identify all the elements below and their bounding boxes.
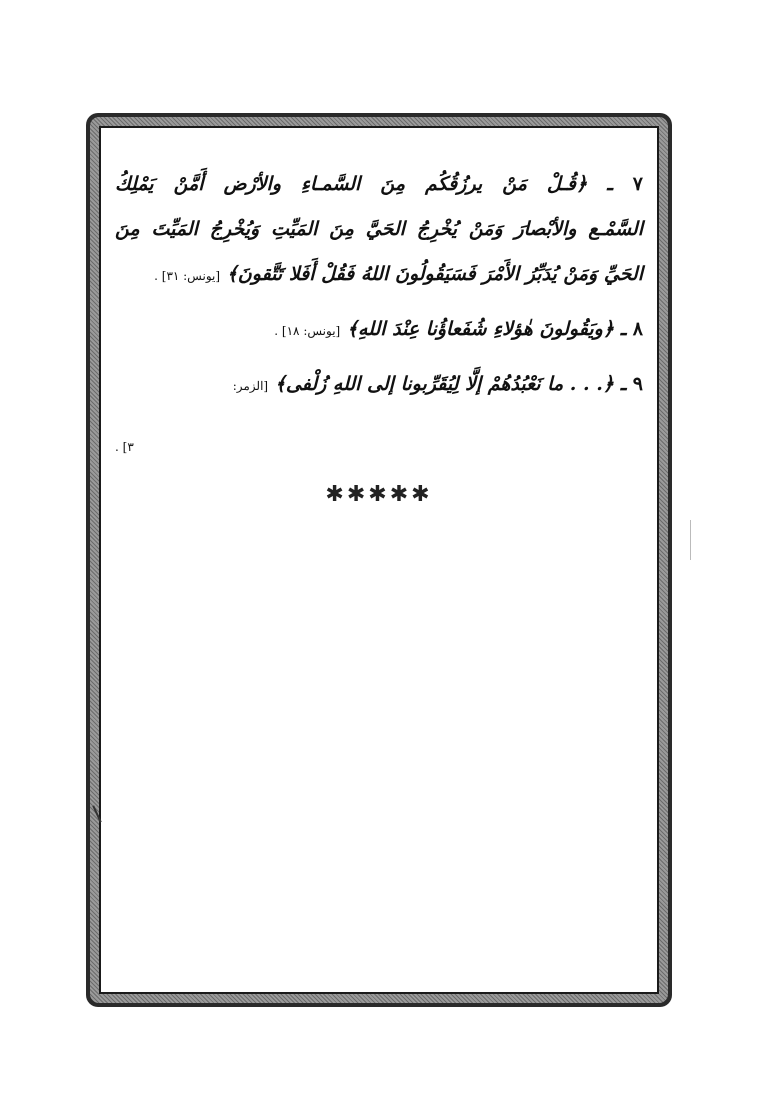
verse-7-text-1: ﴿قُـلْ مَنْ يرزُقُكُم مِنَ السَّمـاءِ والأرْض أَمَّنْ يَمْلِكُ: [115, 173, 588, 195]
verse-7-text-3: الحَيِّ وَمَنْ يُدَبِّرُ الأَمْرَ فَسَيَقُولُونَ اللهُ فَقُلْ أَفَلا تَتَّقونَ﴾: [226, 263, 643, 285]
verse-7-dash: ـ: [607, 173, 613, 195]
verse-7-line-2: السَّمْـع والأبْصارَ وَمَنْ يُخْرِجُ الحَيَّ مِنَ المَيِّتِ وَيُخْرِجُ المَيِّتَ مِنَ: [115, 218, 643, 240]
verse-8-reference: [يونس: ١٨] .: [274, 324, 341, 338]
verse-9-reference-continued: [115, 435, 643, 459]
verse-8-text: ﴿ويَقُولونَ هٰؤلاءِ شُفَعاؤُنا عِنْدَ اللهِ﴾: [346, 318, 614, 340]
verse-9-reference-end: ٣] .: [115, 440, 134, 454]
section-separator: ✱✱✱✱✱: [325, 482, 433, 507]
verse-7: [115, 162, 643, 299]
verse-8: [115, 307, 643, 354]
verse-9-reference: [الزمر:: [232, 379, 269, 393]
page-frame: [86, 113, 672, 1007]
verse-9-number: ٩: [632, 373, 643, 395]
scan-artifact-line: [690, 520, 691, 560]
verse-9-text: ﴿. . . ما نَعْبُدُهُمْ إلَّا لِيُقَرِّبونا إلى اللهِ زُلْفى﴾: [274, 373, 614, 395]
verse-9: [115, 362, 643, 409]
verse-7-reference: [يونس: ٣١] .: [154, 269, 221, 283]
verse-7-number: ٧: [632, 173, 643, 195]
verse-7-line-3: [115, 252, 643, 299]
page-body: [99, 126, 659, 994]
verse-8-dash: ـ: [620, 318, 627, 340]
page-content: [115, 162, 643, 459]
verse-7-line-1: [115, 162, 643, 207]
verse-9-dash: ـ: [620, 373, 627, 395]
page-frame-border: [90, 117, 668, 1003]
verse-8-number: ٨: [632, 318, 643, 340]
